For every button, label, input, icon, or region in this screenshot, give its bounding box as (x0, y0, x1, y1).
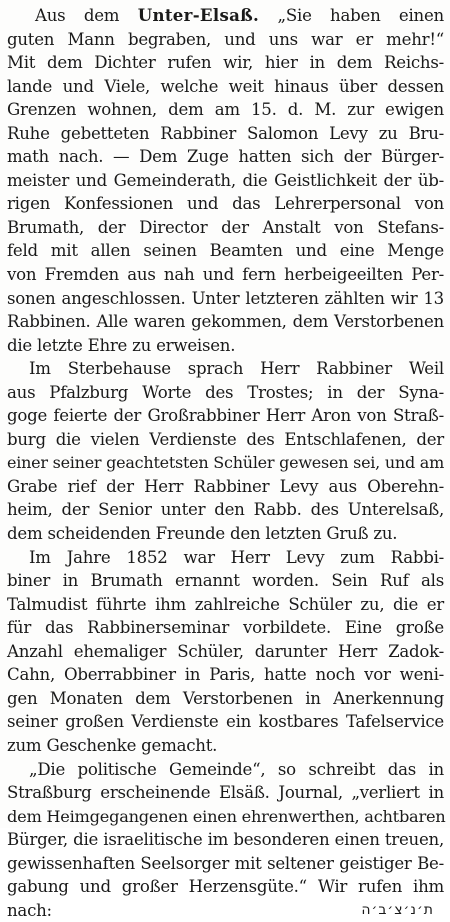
text-line: goge feierte der Großrabbiner Herr Aron von Straß- (7, 404, 444, 428)
text-line: Cahn, Oberrabbiner in Paris, hatte noch vor weni- (7, 663, 444, 687)
text-line: Mit dem Dichter rufen wir, hier in dem Reichs- (7, 51, 444, 75)
text-line: zum Geschenke gemacht. (7, 734, 444, 758)
text-line: Grenzen wohnen, dem am 15. d. M. zur ewigen (7, 98, 444, 122)
headline-line (7, 4, 444, 28)
text-line: die letzte Ehre zu erweisen. (7, 334, 444, 358)
text-line: Im Jahre 1852 war Herr Levy zum Rabbi- (7, 546, 444, 570)
text-line: feld mit allen seinen Beamten und eine Menge (7, 239, 444, 263)
text-line: seiner großen Verdienste ein kostbares Tafelservice (7, 710, 444, 734)
paragraph-1 (7, 4, 444, 357)
text-line: für das Rabbinerseminar vorbildete. Eine große (7, 616, 444, 640)
text-line: sonen angeschlossen. Unter letzteren zählten wir 13 (7, 287, 444, 311)
text-line: heim, der Senior unter den Rabb. des Unterelsaß, (7, 498, 444, 522)
text-line: gabung und großer Herzensgüte.“ Wir rufen ihm (7, 875, 444, 899)
text-line: Rabbinen. Alle waren gekommen, dem Verstorbenen (7, 310, 444, 334)
text-line: rigen Konfessionen und das Lehrerpersonal von (7, 192, 444, 216)
headline: Unter-Elsaß. (138, 5, 259, 25)
paragraph-3 (7, 546, 444, 758)
text-line: gewissenhaften Seelsorger mit seltener geistiger Be- (7, 852, 444, 876)
paragraph-4 (7, 758, 444, 922)
text-line: math nach. — Dem Zuge hatten sich der Bürger- (7, 145, 444, 169)
text-line: Grabe rief der Herr Rabbiner Levy aus Oberehn- (7, 475, 444, 499)
text-line: meister und Gemeinderath, die Geistlichkeit der üb- (7, 169, 444, 193)
text-line: von Fremden aus nah und fern herbeigeeilten Per- (7, 263, 444, 287)
text-line: „Die politische Gemeinde“, so schreibt das in (7, 758, 444, 782)
text-line: einer seiner geachtetsten Schüler gewesen sei, und am (7, 451, 444, 475)
text-line: Im Sterbehause sprach Herr Rabbiner Weil (7, 357, 444, 381)
hebrew-blessing: ת׳נ׳צ׳ב׳ה (361, 899, 444, 922)
closing-word: nach: (7, 899, 52, 922)
text-line: Ruhe gebetteten Rabbiner Salomon Levy zu Bru- (7, 122, 444, 146)
text-line: dem scheidenden Freunde den letzten Gruß zu. (7, 522, 444, 546)
text-line: guten Mann begraben, und uns war er mehr!“ (7, 28, 444, 52)
text-line: Bürger, die israelitische im besonderen einen treuen, (7, 828, 444, 852)
text-line: dem Heimgegangenen einen ehrenwerthen, achtbaren (7, 805, 444, 829)
quote-opening: „Sie haben einen (278, 6, 444, 25)
text-line: gen Monaten dem Verstorbenen in Anerkennung (7, 687, 444, 711)
text-line: Straßburg erscheinende Elsäß. Journal, „verliert in (7, 781, 444, 805)
closing-line (7, 899, 444, 922)
text-line: aus Pfalzburg Worte des Trostes; in der Syna- (7, 381, 444, 405)
text-line: Brumath, der Director der Anstalt von Stefans- (7, 216, 444, 240)
text-line: lande und Viele, welche weit hinaus über dessen (7, 75, 444, 99)
text-line: Talmudist führte ihm zahlreiche Schüler zu, die er (7, 593, 444, 617)
text-line: burg die vielen Verdienste des Entschlafenen, der (7, 428, 444, 452)
text-line: Anzahl ehemaliger Schüler, darunter Herr Zadok- (7, 640, 444, 664)
text-line: biner in Brumath ernannt worden. Sein Ruf als (7, 569, 444, 593)
dateline: Aus dem (35, 6, 119, 25)
obituary-article (7, 4, 444, 922)
paragraph-2 (7, 357, 444, 545)
